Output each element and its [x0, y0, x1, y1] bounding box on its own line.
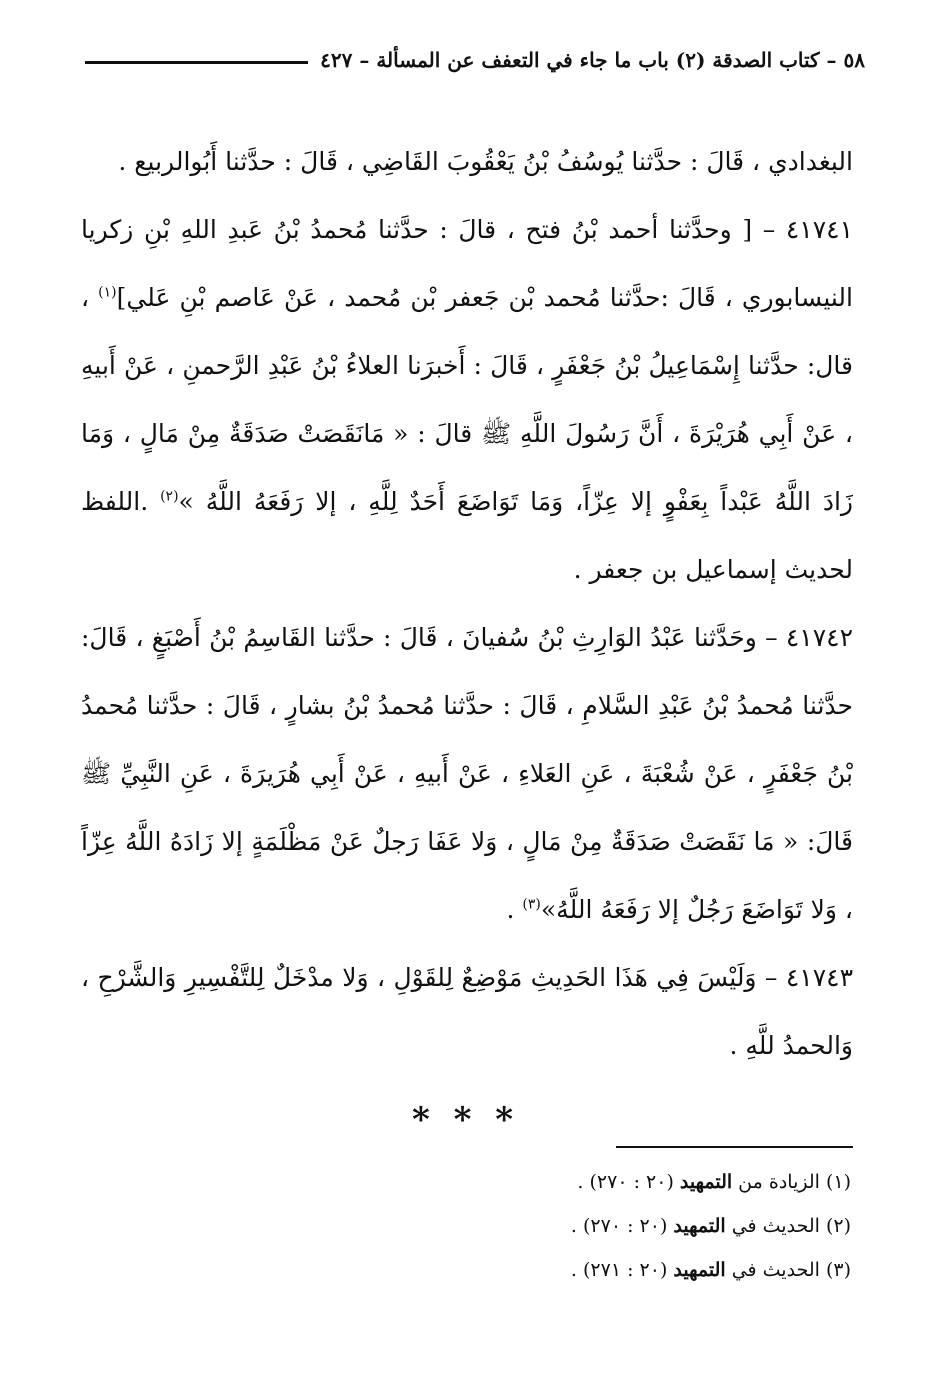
- header-rule: [85, 61, 308, 64]
- paragraph-continuation: البغدادي ، قَالَ : حدَّثنا يُوسُفُ بْنُ يَعْقُوبَ القَاضِي ، قَالَ : حدَّثنا أَبُوالربيع .: [118, 147, 853, 176]
- footnote-ref-1: (١): [98, 284, 117, 301]
- footnote-2-prefix: (٢) الحديث في: [725, 1215, 851, 1237]
- footnotes: [151, 1160, 851, 1292]
- footnote-3: [151, 1248, 851, 1292]
- footnote-1: [151, 1160, 851, 1204]
- running-header: [85, 40, 865, 80]
- footnote-3-ref: (٢٠ : ٢٧١) .: [570, 1259, 674, 1281]
- footnote-1-prefix: (١) الزيادة من: [732, 1171, 851, 1193]
- footnote-2-source: التمهيد: [673, 1215, 726, 1237]
- footnote-3-source: التمهيد: [673, 1259, 726, 1281]
- footnote-1-ref: (٢٠ : ٢٧٠) .: [577, 1171, 680, 1193]
- header-title: ٥٨ – كتاب الصدقة (٢) باب ما جاء في التعفف عن المسألة – ٤٢٧: [320, 48, 865, 72]
- footnote-rule: [616, 1146, 853, 1148]
- paragraph-4742-end: .: [506, 895, 515, 924]
- section-separator: * * *: [411, 1100, 519, 1140]
- footnote-2: [151, 1204, 851, 1248]
- footnote-ref-3: (٣): [522, 896, 541, 913]
- paragraph-4743: ٤١٧٤٣ – وَلَيْسَ فِي هَذَا الحَدِيثِ مَوْضِعٌ لِلقَوْلِ ، وَلا مدْخَلٌ لِلتَّفْسِيرِ وَالشَّرْحِ ، وَالحمدُ للَّهِ .: [81, 963, 853, 1060]
- paragraph-4741-text: ٤١٧٤١ – [ وحدَّثنا أحمد بْنُ فتح ، قالَ : حدَّثنا مُحمدُ بْنُ عَبدِ اللهِ بْنِ زكريا النيسابوري ، قَالَ :حدَّثنا مُحمد بْن جَعفر بْن مُحمد ، عَنْ عَاصم بْنِ عَلي]: [81, 215, 853, 312]
- footnote-ref-2: (٢): [160, 488, 179, 505]
- footnote-1-source: التمهيد: [679, 1171, 733, 1193]
- footnote-3-prefix: (٣) الحديث في: [725, 1259, 851, 1281]
- paragraph-4741-continued: ، قال: حدَّثنا إِسْمَاعِيلُ بْنُ جَعْفَرٍ ، قَالَ : أَخبرَنا العلاءُ بْنُ عَبْدِ الرَّحمنِ ، عَنْ أَبيهِ ، عَنْ أَبِي هُرَيْرَةَ ، أَنَّ رَسُولَ اللَّهِ ﷺ قالَ : « مَانَقَصَتْ صَدَقَةٌ مِنْ مَالٍ ، وَمَا زَادَ اللَّهُ عَبْداً بِعَفْوٍ إلا عِزّاً، وَمَا تَوَاضَعَ أَحَدٌ لِلَّهِ ، إلا رَفَعَهُ اللَّهُ »: [81, 283, 853, 516]
- main-text: [81, 128, 853, 1080]
- paragraph-4742-text: ٤١٧٤٢ – وحَدَّثنا عَبْدُ الوَارِثِ بْنُ سُفيانَ ، قَالَ : حدَّثنا القَاسِمُ بْنُ أَصْبَغٍ ، قَالَ: حدَّثنا مُحمدُ بْنُ عَبْدِ السَّلامِ ، قَالَ : حدَّثنا مُحمدُ بْنُ بشارٍ ، قَالَ : حدَّثنا مُحمدُ بْنُ جَعْفَرٍ ، عَنْ شُعْبَةَ ، عَنِ العَلاءِ ، عَنْ أَبيهِ ، عَنْ أَبِي هُرَيرَةَ ، عَنِ النَّبِيِّ ﷺ قَالَ: « مَا نَقَصَتْ صَدَقَةٌ مِنْ مَالٍ ، وَلا عَفَا رَجلٌ عَنْ مَظْلَمَةٍ إلا زَادَهُ اللَّهُ عِزّاً ، وَلا تَوَاضَعَ رَجُلٌ إلا رَفَعَهُ اللَّهُ»: [81, 623, 853, 924]
- footnote-2-ref: (٢٠ : ٢٧٠) .: [570, 1215, 674, 1237]
- paragraph-4741-end: .اللفظ لحديث إسماعيل بن جعفر .: [81, 487, 853, 584]
- paragraph-4741: [81, 196, 853, 604]
- paragraph-4742: [81, 604, 853, 944]
